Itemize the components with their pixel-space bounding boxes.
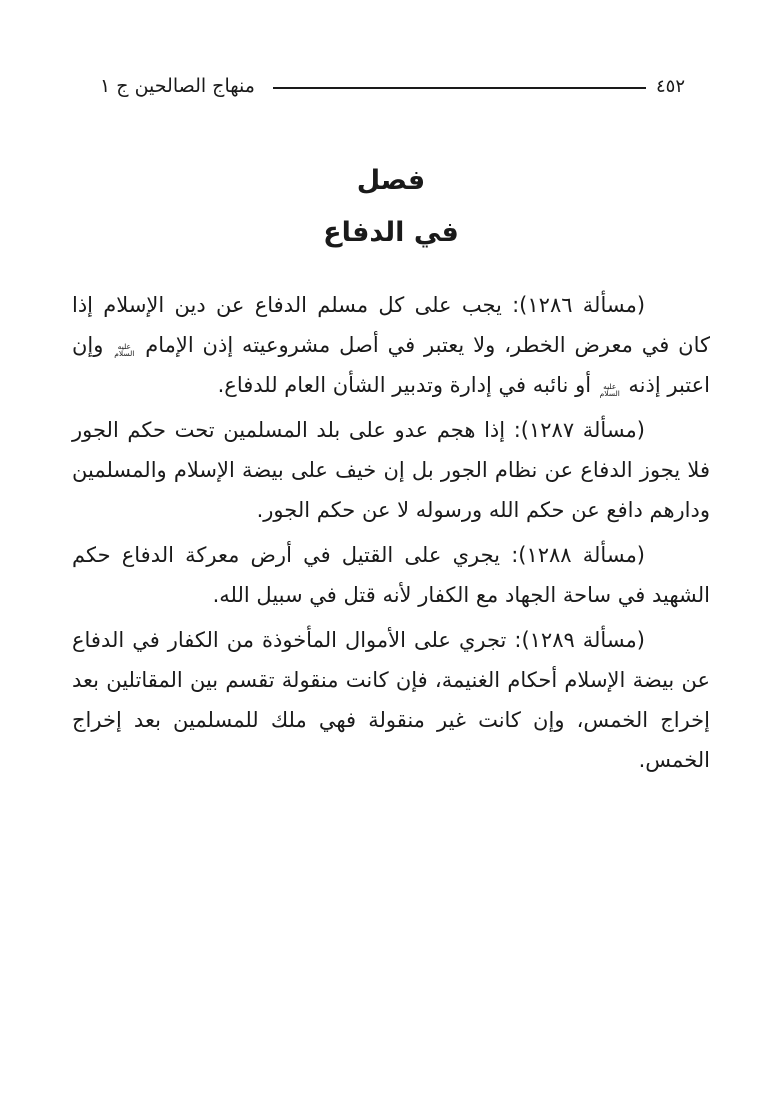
alayhi-assalam-honorific: عليه السلام [599,382,620,398]
section-subtitle: في الدفاع [323,217,459,248]
paragraph: (مسألة ١٢٨٨): يجري على القتيل في أرض معركة الدفاع حكم الشهيد في ساحة الجهاد مع الكفار لأنه قتل في سبيل الله. [72,543,710,607]
paragraph: (مسألة ١٢٨٦): يجب على كل مسلم الدفاع عن دين الإسلام إذا كان في معرض الخطر، ولا يعتبر في أصل مشروعيته إذن الإمام عليه السلام وإن اعتبر إذنه عليه السلام أو نائبه في إدارة وتدبير الشأن العام للدفاع. [72,293,710,398]
page-header [100,70,685,102]
page-number: ٤٥٢ [655,75,685,97]
alayhi-assalam-honorific: عليه السلام [114,342,135,358]
section-title: فصل [356,165,426,196]
header-rule [273,87,646,89]
paragraph: (مسألة ١٢٨٩): تجري على الأموال المأخوذة من الكفار في الدفاع عن بيضة الإسلام أحكام الغنيمة، فإن كانت منقولة تقسم بين المقاتلين بعد إخراج الخمس، وإن كانت غير منقولة فهي ملك للمسلمين بعد إخراج الخمس. [72,628,710,772]
page-content [72,163,710,785]
body-text [72,285,710,780]
book-title: منهاج الصالحين ج ١ [100,75,255,97]
paragraph: (مسألة ١٢٨٧): إذا هجم عدو على بلد المسلمين تحت حكم الجور فلا يجوز الدفاع عن نظام الجور بل إن خيف على بيضة الإسلام والمسلمين ودارهم دافع عن حكم الله ورسوله لا عن حكم الجور. [72,418,710,522]
